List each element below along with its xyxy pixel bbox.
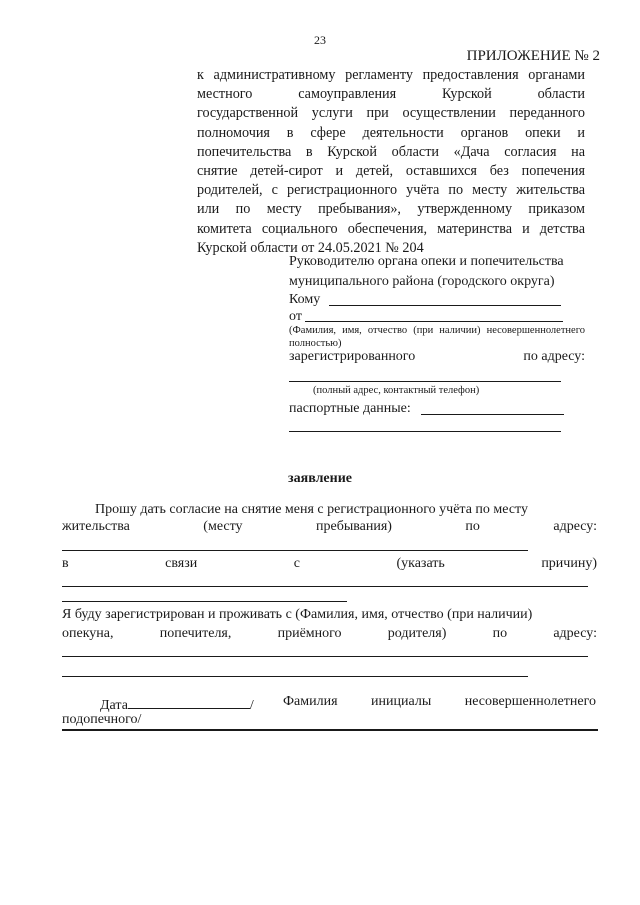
from-field-row [289,309,585,325]
from-field[interactable] [305,321,563,322]
word: в [62,556,69,571]
date-field[interactable] [128,694,250,709]
word: опекуна, [62,626,114,641]
form-title: заявление [288,471,352,486]
name-hint: (Фамилия, имя, отчество (при наличии) несовершеннолетнего полностью) [289,325,585,349]
registered-row [289,349,585,365]
ward-label: подопечного/ [62,712,142,727]
page-number: 23 [314,33,326,47]
word: (указать [396,556,445,571]
appendix-line: попечительства в Курской области «Дача согласия на [197,143,585,160]
word: попечителя, [159,626,232,641]
address-hint: (полный адрес, контактный телефон) [313,385,480,396]
reason-field[interactable] [62,586,588,587]
guardian-address-field-2[interactable] [62,676,528,677]
address-field[interactable] [289,381,561,382]
addressee-line-2: муниципального района (городского округа) [289,274,555,289]
signature-field[interactable] [62,729,598,731]
appendix-title: ПРИЛОЖЕНИЕ № 2 [466,48,600,64]
word: причину) [541,556,597,571]
appendix-line: снятие детей-сирот и детей, оставшихся без попечения [197,163,585,180]
word: адресу: [553,626,597,641]
appendix-line: государственной услуги при осуществлении переданного [197,105,585,122]
appendix-line: или по месту пребывания», утвержденному приказом [197,201,585,218]
appendix-line: комитета социального обеспечения, материнства и детства [197,220,585,237]
registered-label: зарегистрированного [289,349,416,364]
word: (месту [203,519,243,534]
passport-field-2[interactable] [289,431,561,432]
guardian-line-2 [62,626,597,642]
word: адресу: [553,519,597,534]
appendix-line: Курской области от 24.05.2021 № 204 [197,239,424,256]
word: родителя) [387,626,447,641]
appendix-line: к административному регламенту предоставления органами [197,67,585,83]
request-line-2 [62,519,597,535]
word: пребывания) [315,519,392,534]
word: несовершеннолетнего [464,694,596,709]
word: инициалы [371,694,432,709]
word: приёмного [277,626,342,641]
at-address-label: по адресу: [523,349,585,364]
signature-row [283,694,596,710]
reason-field-2[interactable] [62,601,347,602]
word: по [465,519,480,534]
from-label: от [289,309,302,324]
appendix-line: местного самоуправления Курской области [197,86,585,103]
word: жительства [62,519,130,534]
word: с [293,556,300,571]
appendix-text [197,66,585,258]
to-label: Кому [289,292,321,307]
addressee-line-1: Руководителю органа опеки и попечительства [289,254,564,269]
reason-row [62,556,597,572]
request-line-1: Прошу дать согласие на снятие меня с регистрационного учёта по месту [95,502,528,517]
date-label: Дата [100,698,128,713]
request-address-field[interactable] [62,550,528,551]
guardian-address-field[interactable] [62,656,588,657]
word: по [492,626,508,641]
passport-label: паспортные данные: [289,401,411,416]
to-field[interactable] [329,305,561,306]
date-row [100,694,254,714]
passport-field[interactable] [421,414,564,415]
slash: / [249,698,254,713]
word: Фамилия [283,694,338,709]
word: связи [165,556,198,571]
appendix-line: полномочия в сфере деятельности органов опеки и [197,124,585,141]
appendix-line: родителей, с регистрационного учёта по месту жительства [197,182,585,199]
guardian-line-1: Я буду зарегистрирован и проживать с (Фамилия, имя, отчество (при наличии) [62,607,533,622]
